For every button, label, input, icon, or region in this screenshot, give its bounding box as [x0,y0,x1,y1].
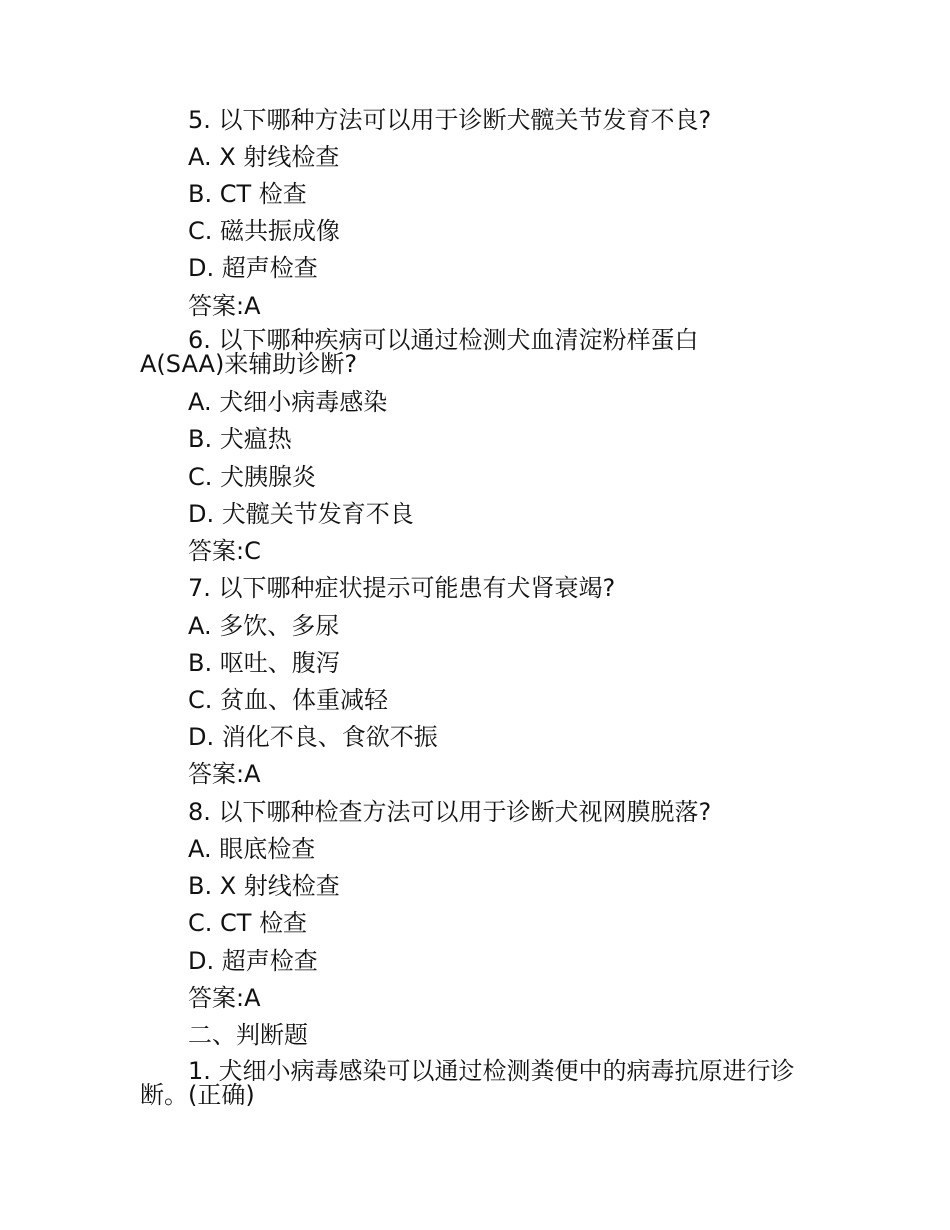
q5-option-b: B. CT 检查 [188,180,307,208]
q8-answer: 答案:A [188,984,261,1012]
q5-option-d: D. 超声检查 [188,254,318,282]
q6-answer: 答案:C [188,537,261,565]
q6-option-d: D. 犬髋关节发育不良 [188,500,414,528]
question-6-line-1: 6. 以下哪种疾病可以通过检测犬血清淀粉样蛋白 [188,326,699,354]
question-6 [140,328,699,376]
true-false-item-1-line-1: 1. 犬细小病毒感染可以通过检测粪便中的病毒抗原进行诊 [188,1057,795,1085]
q5-option-a: A. X 射线检查 [188,143,340,171]
q8-option-a: A. 眼底检查 [188,835,316,863]
question-5: 5. 以下哪种方法可以用于诊断犬髋关节发育不良? [188,106,712,134]
question-6-line-2: A(SAA)来辅助诊断? [140,350,358,378]
question-7: 7. 以下哪种症状提示可能患有犬肾衰竭? [188,574,616,602]
q8-option-c: C. CT 检查 [188,909,308,937]
q7-answer: 答案:A [188,760,261,788]
q7-option-b: B. 呕吐、腹泻 [188,649,340,677]
true-false-item-1 [140,1059,795,1107]
q6-option-b: B. 犬瘟热 [188,425,292,453]
q7-option-d: D. 消化不良、食欲不振 [188,723,438,751]
q8-option-d: D. 超声检查 [188,947,318,975]
section-heading: 二、判断题 [188,1021,308,1049]
q6-option-c: C. 犬胰腺炎 [188,463,317,491]
q5-option-c: C. 磁共振成像 [188,217,341,245]
q6-option-a: A. 犬细小病毒感染 [188,388,388,416]
question-8: 8. 以下哪种检查方法可以用于诊断犬视网膜脱落? [188,798,712,826]
q5-answer: 答案:A [188,292,261,320]
q8-option-b: B. X 射线检查 [188,872,340,900]
q7-option-a: A. 多饮、多尿 [188,612,340,640]
true-false-item-1-line-2: 断。(正确) [140,1081,255,1109]
q7-option-c: C. 贫血、体重减轻 [188,686,389,714]
